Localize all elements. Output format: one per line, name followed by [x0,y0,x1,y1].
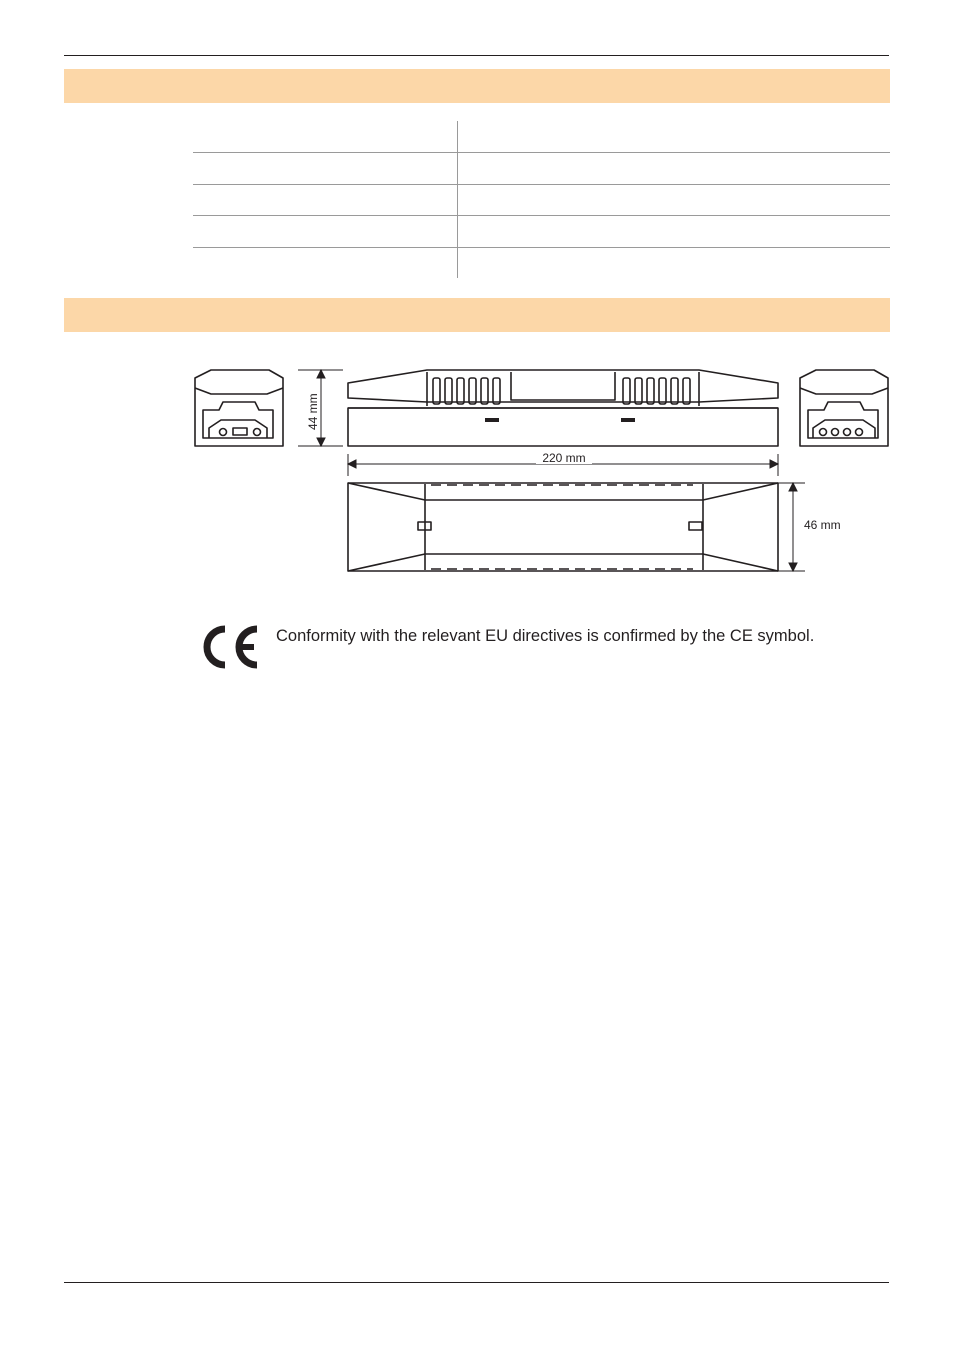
left-end-view [195,370,283,446]
spec-row-2 [193,152,890,184]
side-view [348,370,778,446]
width-dimension [778,483,805,571]
spec-row-5 [193,247,890,279]
footer-rule [64,1282,889,1283]
spec-row-3 [193,184,890,216]
section-band-dimensions [64,298,890,332]
ce-conformity-text: Conformity with the relevant EU directives is confirmed by the CE symbol. [276,627,815,645]
ce-mark-icon [200,624,260,670]
spec-row-4 [193,215,890,247]
right-end-view [800,370,888,446]
height-dimension-label: 44 mm [306,393,320,430]
top-view [348,483,778,571]
dimension-drawing [193,358,890,578]
section-band-technical-data [64,69,890,103]
side-view-slots [485,418,635,422]
spec-table [193,121,890,278]
width-dimension-label: 46 mm [804,518,841,532]
header-rule [64,55,889,56]
height-dimension [298,370,343,446]
spec-row-1 [193,121,890,152]
length-dimension-label: 220 mm [542,451,586,465]
